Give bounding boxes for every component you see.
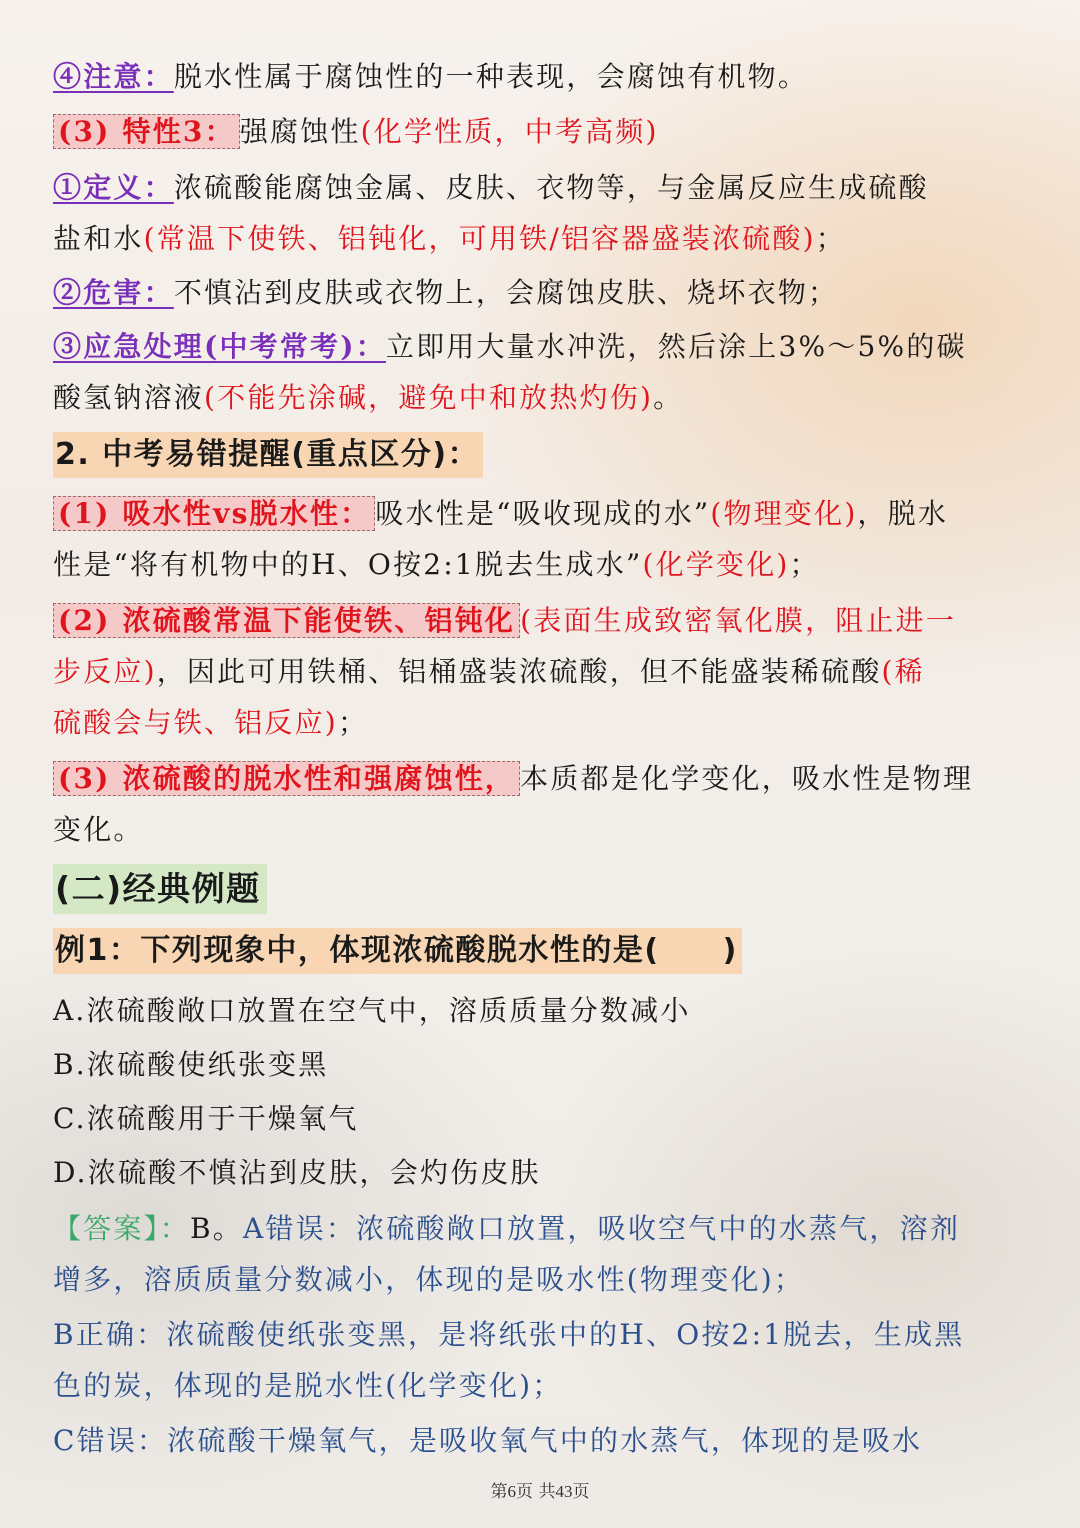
- definition-text-2: 盐和水: [53, 222, 144, 255]
- footer-post: 页: [572, 1482, 590, 1502]
- mistake-2-text: ，因此可用铁桶、铝桶盛装浓硫酸，但不能盛装稀硫酸: [156, 655, 882, 688]
- trait3-line: [53, 106, 659, 157]
- option-b: B.浓硫酸使纸张变黑: [53, 1048, 329, 1081]
- mistake-1-note-1: (物理变化): [710, 497, 858, 530]
- footer-total-pages: 43: [555, 1482, 573, 1501]
- emergency-label: ③应急处理(中考常考)：: [53, 330, 386, 363]
- mistake-3-label: (3) 浓硫酸的脱水性和强腐蚀性，: [53, 761, 520, 796]
- answer-b-2: 色的炭，体现的是脱水性(化学变化)；: [53, 1369, 563, 1402]
- mistake-3-line-1: [53, 753, 1033, 804]
- emergency-line-2: [53, 372, 1033, 423]
- emergency-end: 。: [653, 381, 684, 414]
- emergency-block: [53, 321, 1033, 423]
- note-label: ④注意：: [53, 60, 174, 93]
- definition-label: ①定义：: [53, 171, 174, 204]
- section3-title: [53, 864, 267, 914]
- option-a: A.浓硫酸敞口放置在空气中，溶质质量分数减小: [53, 994, 691, 1027]
- definition-note: (常温下使铁、铝钝化，可用铁/铝容器盛装浓硫酸): [143, 222, 816, 255]
- mistake-2-line-3: [53, 697, 1033, 748]
- trait3-label: (3) 特性3：: [53, 114, 240, 149]
- definition-end: ；: [815, 222, 846, 255]
- mistake-3-text-2: 变化。: [53, 813, 144, 846]
- mistake-1-label: (1) 吸水性vs脱水性：: [53, 496, 375, 531]
- options-list: [53, 984, 1033, 1200]
- answer-a-2: 增多，溶质质量分数减小，体现的是吸水性(物理变化)；: [53, 1263, 805, 1296]
- definition-text-1: 浓硫酸能腐蚀金属、皮肤、衣物等，与金属反应生成硫酸: [173, 171, 929, 204]
- answer-c-1: C错误：浓硫酸干燥氧气，是吸收氧气中的水蒸气，体现的是吸水: [53, 1424, 923, 1457]
- footer-mid: 页 共: [516, 1482, 556, 1502]
- mistake-item-3: [53, 753, 1033, 855]
- section3-heading: (二)经典例题: [53, 864, 267, 914]
- example-heading: 例1：下列现象中，体现浓硫酸脱水性的是( ): [53, 928, 742, 974]
- note-line: [53, 51, 808, 102]
- answer-a-1: A错误：浓硫酸敞口放置，吸收空气中的水蒸气，溶剂: [243, 1212, 961, 1245]
- mistake-1-text-1: 吸水性是“吸收现成的水”: [375, 497, 711, 530]
- mistake-1-note-2: (化学变化): [642, 548, 790, 581]
- page-footer: [0, 1477, 1080, 1502]
- mistake-1-line-2: [53, 539, 1033, 590]
- definition-line-2: [53, 213, 1033, 264]
- emergency-text-2: 酸氢钠溶液: [53, 381, 205, 414]
- mistake-2-label: (2) 浓硫酸常温下能使铁、铝钝化: [53, 603, 520, 638]
- emergency-note: (不能先涂碱，避免中和放热灼伤): [204, 381, 654, 414]
- mistake-1-end: ；: [789, 548, 820, 581]
- trait3-text: 强腐蚀性: [239, 115, 361, 148]
- harm-text: 不慎沾到皮肤或衣物上，会腐蚀皮肤、烧坏衣物；: [173, 276, 839, 309]
- note-text: 脱水性属于腐蚀性的一种表现，会腐蚀有机物。: [173, 60, 809, 93]
- answer-label: 【答案】：: [53, 1212, 191, 1245]
- mistake-2-note-1a: (表面生成致密氧化膜，阻止进一: [520, 604, 957, 637]
- answer-block: [53, 1203, 1033, 1466]
- answer-line-1: [53, 1203, 1033, 1254]
- option-d: D.浓硫酸不慎沾到皮肤，会灼伤皮肤: [53, 1156, 541, 1189]
- section2-title: [53, 432, 483, 478]
- mistake-1-text-2: ，脱水: [857, 497, 949, 530]
- trait3-note: (化学性质，中考高频): [360, 115, 659, 148]
- answer-b-1: B正确：浓硫酸使纸张变黑，是将纸张中的H、O按2:1脱去，生成黑: [53, 1318, 965, 1351]
- example-title: [53, 928, 742, 974]
- harm-line: [53, 267, 838, 318]
- mistake-2-line-1: [53, 595, 1033, 646]
- option-c: C.浓硫酸用于干燥氧气: [53, 1102, 359, 1135]
- mistake-1-line-1: [53, 488, 1033, 539]
- mistake-2-line-2: [53, 646, 1033, 697]
- mistake-2-note-1b: 步反应): [53, 655, 157, 688]
- definition-block: [53, 162, 1033, 264]
- mistake-3-text-1: 本质都是化学变化，吸水性是物理: [520, 762, 974, 795]
- mistake-3-line-2: [53, 804, 1033, 855]
- footer-page-number: 6: [507, 1482, 517, 1501]
- mistake-1-text-3: 性是“将有机物中的H、O按2:1脱去生成水”: [53, 548, 643, 581]
- emergency-line-1: [53, 321, 1033, 372]
- mistake-2-end: ；: [337, 706, 369, 739]
- harm-label: ②危害：: [53, 276, 174, 309]
- definition-line-1: [53, 162, 1033, 213]
- emergency-text-1: 立即用大量水冲洗，然后涂上3%～5%的碳: [385, 330, 967, 363]
- mistake-item-2: [53, 595, 1033, 748]
- footer-pre: 第: [490, 1482, 508, 1502]
- mistake-2-note-2b: 硫酸会与铁、铝反应): [53, 706, 338, 739]
- mistake-item-1: [53, 488, 1033, 590]
- answer-letter: B。: [190, 1212, 243, 1245]
- section2-heading: 2. 中考易错提醒(重点区分)：: [53, 432, 483, 478]
- mistake-2-note-2a: (稀: [881, 655, 925, 688]
